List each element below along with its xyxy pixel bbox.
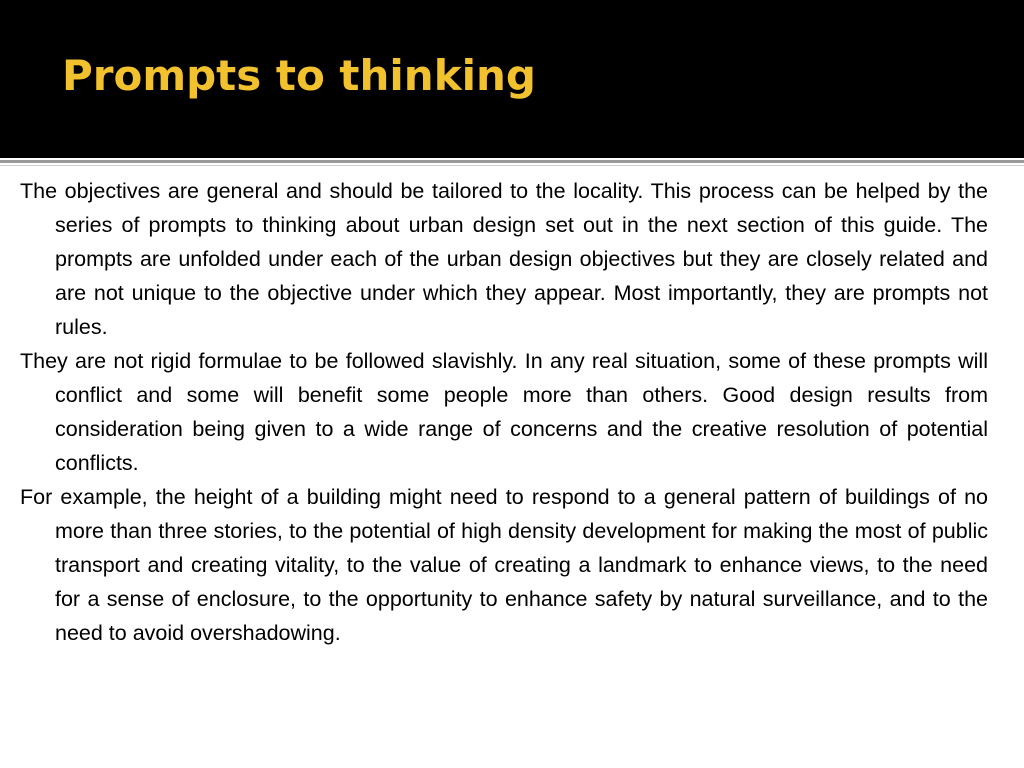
paragraph-objectives: The objectives are general and should be tailored to the locality. This process can be helped by the series of prompts to thinking about urban design set out in the next section of this guide. The prompts are unfolded under each of the urban design objectives but they are closely related and are not unique to the objective under which they appear. Most importantly, they are prompts not rules. (20, 179, 988, 339)
paragraph-not-rigid-formulae: They are not rigid formulae to be followed slavishly. In any real situation, some of these prompts will conflict and some will benefit some people more than others. Good design results from consideration being given to a wide range of concerns and the creative resolution of potential conflicts. (20, 349, 988, 475)
body-text (20, 174, 988, 650)
slide-title: Prompts to thinking (62, 51, 536, 100)
title-band (0, 0, 1024, 158)
divider-line (0, 160, 1024, 163)
divider-line-thin (0, 165, 1024, 166)
paragraph-building-height-example: For example, the height of a building might need to respond to a general pattern of buildings of no more than three stories, to the potential of high density development for making the most of public transport and creating vitality, to the value of creating a landmark to enhance views, to the need for a sense of enclosure, to the opportunity to enhance safety by natural surveillance, and to the need to avoid overshadowing. (20, 485, 988, 645)
